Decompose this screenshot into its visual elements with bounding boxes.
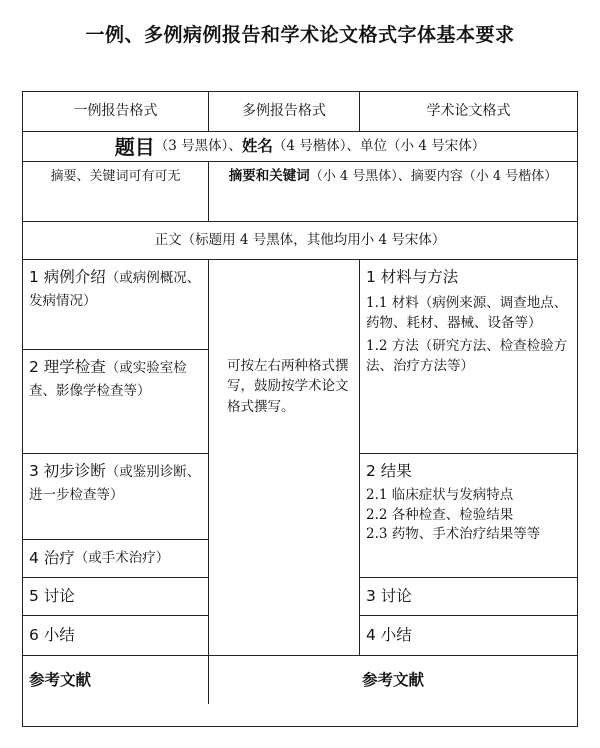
case-section-note: （或实验室检查、影像学检查等）: [29, 360, 187, 400]
references-paper-label: 参考文献: [361, 670, 424, 689]
paper-results: [360, 454, 577, 578]
multi-case-note: 可按左右两种格式撰写，鼓励按学术论文格式撰写。: [209, 260, 360, 656]
case-section-note: （或手术治疗）: [74, 550, 170, 567]
case-section-4: [23, 540, 209, 578]
case-section-heading: 5 讨论: [29, 587, 75, 606]
header-paper: 学术论文格式: [360, 92, 577, 132]
case-section-1: [23, 260, 209, 350]
references-paper: [209, 656, 577, 704]
case-section-heading: 2 理学检查: [29, 358, 106, 376]
title-row: [23, 132, 577, 162]
paper-methods-item: 1.1 材料（病例来源、调查地点、药物、耗材、器械、设备等）: [366, 295, 568, 331]
paper-methods: [360, 260, 577, 454]
paper-summary-heading: 4 小结: [366, 626, 412, 645]
abstract-optional: 摘要、关键词可有可无: [23, 162, 209, 222]
case-section-heading: 3 初步诊断: [29, 462, 106, 480]
body-format-row: 正文（标题用 4 号黑体，其他均用小 4 号宋体）: [23, 222, 577, 260]
case-section-heading: 6 小结: [29, 626, 75, 645]
paper-results-item: 2.3 药物、手术治疗结果等等: [366, 526, 541, 543]
abstract-keywords-label: 摘要和关键词: [228, 168, 310, 184]
title-word: 题目: [114, 134, 155, 159]
case-section-heading: 1 病例介绍: [29, 268, 106, 286]
name-word: 姓名: [241, 137, 273, 156]
case-section-3: [23, 454, 209, 540]
abstract-keywords-note: （小 4 号黑体）、摘要内容（小 4 号楷体）: [309, 169, 558, 184]
paper-results-heading: 2 结果: [366, 462, 412, 480]
paper-results-item: 2.2 各种检查、检验结果: [366, 506, 514, 523]
paper-summary: [360, 616, 577, 656]
case-section-2: [23, 350, 209, 454]
references-case: [23, 656, 209, 704]
case-section-note: （或鉴别诊断、进一步检查等）: [29, 464, 201, 504]
case-section-note: （或病例概况、发病情况）: [29, 270, 201, 310]
case-section-5: [23, 578, 209, 616]
title-note: （3 号黑体）、: [154, 138, 242, 155]
paper-methods-item: 1.2 方法（研究方法、检查检验方法、治疗方法等）: [366, 338, 568, 375]
paper-discussion: [360, 578, 577, 616]
case-section-6: [23, 616, 209, 656]
abstract-required: [209, 162, 577, 222]
header-case-single: 一例报告格式: [23, 92, 209, 132]
header-case-multi: 多例报告格式: [209, 92, 360, 132]
paper-results-item: 2.1 临床症状与发病特点: [366, 487, 514, 504]
name-note: （4 号楷体）、单位（小 4 号宋体）: [272, 138, 486, 155]
page-title: 一例、多例病例报告和学术论文格式字体基本要求: [85, 24, 515, 46]
paper-methods-heading: 1 材料与方法: [366, 268, 459, 286]
case-section-heading: 4 治疗: [29, 549, 75, 568]
paper-discussion-heading: 3 讨论: [366, 587, 412, 606]
format-table: [22, 91, 578, 727]
references-case-label: 参考文献: [29, 670, 92, 689]
